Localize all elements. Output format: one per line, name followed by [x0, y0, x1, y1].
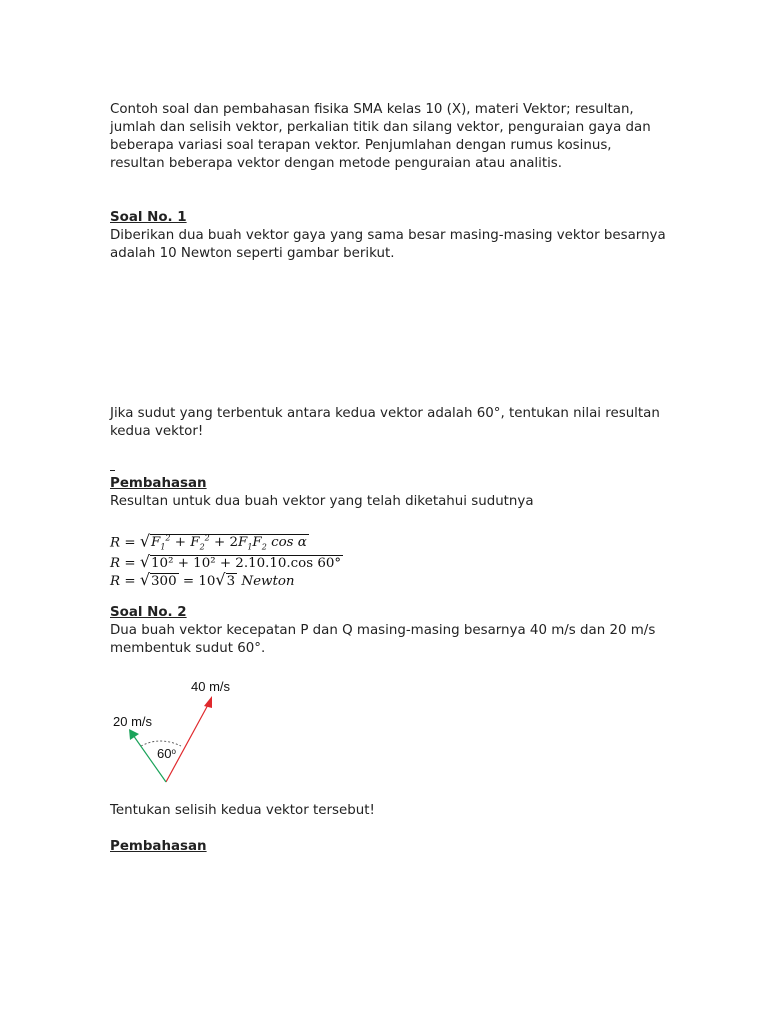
- pembahasan-2-heading: Pembahasan: [110, 839, 207, 854]
- soal-1-text: Diberikan dua buah vektor gaya yang sama besar masing-masing vektor besarnya adalah 10 Newton seperti gambar berikut.: [110, 228, 666, 261]
- label-40-ms: 40 m/s: [191, 679, 231, 694]
- formula-3-unit: Newton: [237, 574, 295, 589]
- pembahasan-1-heading: Pembahasan: [110, 476, 207, 491]
- formula-3-lhs: R =: [110, 574, 140, 589]
- formula-line-1: $R = √F_1^2 + F_2^2 + 2F_1F_2$ cos α: [110, 531, 307, 553]
- soal-1-question: Jika sudut yang terbentuk antara kedua vektor adalah 60°, tentukan nilai resultan kedua vektor!: [110, 406, 660, 439]
- formula-2-body: 10² + 10² + 2.10.10.cos 60°: [151, 556, 342, 571]
- formula-line-3: R = √300 = 10√3 Newton: [110, 570, 295, 589]
- soal-2-heading: Soal No. 2: [110, 605, 187, 620]
- vector-diagram: [108, 672, 248, 788]
- label-20-ms: 20 m/s: [113, 714, 153, 729]
- pembahasan-1-text: Resultan untuk dua buah vektor yang telah diketahui sudutnya: [110, 494, 534, 509]
- angle-label: 60$^o$: [157, 746, 176, 761]
- formula-3-b: = 10: [178, 574, 216, 589]
- underline-stub: [110, 470, 115, 471]
- intro-paragraph: Contoh soal dan pembahasan fisika SMA kelas 10 (X), materi Vektor; resultan, jumlah dan selisih vektor, perkalian titik dan silang vektor, penguraian gaya dan beberapa variasi soal terapan vektor. Penjumlahan dengan rumus kosinus, resultan beberapa vektor dengan metode penguraian atau analitis.: [110, 102, 651, 171]
- formula-1-lhs: R =: [110, 535, 140, 551]
- formula-3-c: 3: [226, 574, 236, 589]
- formula-3-a: 300: [151, 574, 177, 589]
- vector-40-arrow: [166, 696, 212, 782]
- formula-line-2: R = √10² + 10² + 2.10.10.cos 60°: [110, 552, 342, 571]
- soal-1-heading: Soal No. 1: [110, 210, 187, 225]
- soal-2-text: Dua buah vektor kecepatan P dan Q masing-masing besarnya 40 m/s dan 20 m/s membentuk sudut 60°.: [110, 623, 656, 656]
- soal-2-question: Tentukan selisih kedua vektor tersebut!: [110, 803, 375, 818]
- formula-2-lhs: R =: [110, 556, 140, 571]
